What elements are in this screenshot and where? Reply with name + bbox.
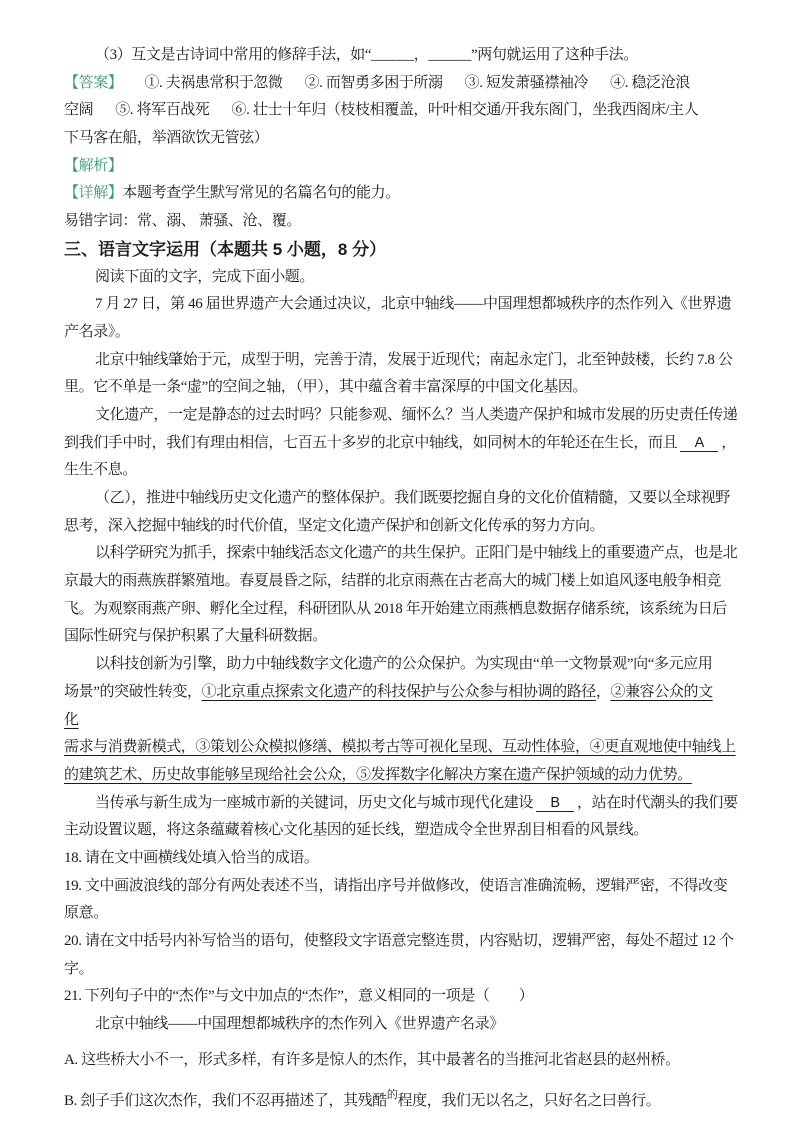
underlined-text: ④更直观地使中轴线上: [589, 739, 736, 756]
text-line: [64, 457, 738, 485]
text-segment: ，: [595, 683, 611, 700]
text-line: [64, 928, 738, 956]
text-line: [64, 762, 738, 790]
text-line: [64, 900, 738, 928]
text-segment: ①. 夫祸患常积于忽微: [144, 74, 283, 91]
underlined-text: ③策划公众模拟修缮、模拟考古等可视化呈现、互动性体验，: [195, 739, 590, 756]
text-segment: ②. 而智勇多困于所溺: [304, 74, 443, 91]
underlined-text: ①北京重点探索文化遗产的科技保护与公众参与相协调的路径: [201, 683, 596, 700]
text-segment: 字。: [64, 960, 94, 977]
text-segment: 文化遗产，一定是静态的过去时吗？只能参观、缅怀么？当人类遗产保护和城市发展的历史责任传递: [95, 406, 738, 423]
text-line: [64, 983, 738, 1011]
text-segment: 程度，我们无以名之，只好名之曰兽行。: [397, 1093, 661, 1110]
text-line: [64, 97, 738, 125]
text-segment: ④. 稳泛沧浪: [610, 74, 690, 91]
text-segment: 京最大的雨燕族群繁殖地。春夏晨昏之际，结群的北京雨燕在古老高大的城门楼上如追风逐电般争相竞: [64, 573, 722, 590]
text-line: [64, 402, 738, 430]
text-segment: 里。它不单是一条“虚”的空间之轴，（甲），其中蕴含着丰富深厚的中国文化基因。: [64, 379, 588, 396]
text-segment: ③. 短发萧骚襟袖冷: [464, 74, 589, 91]
text-line: [64, 1011, 738, 1039]
underlined-text: 化: [64, 711, 79, 728]
option-a: A. 这些桥大小不一，形式多样，有许多是惊人的杰作，其中最著名的当推河北省赵县的赵州桥。: [64, 1051, 680, 1068]
text-line: [64, 485, 738, 513]
question-21: 21. 下列句子中的“杰作”与文中加点的“杰作”，意义相同的一项是（ ）: [64, 988, 534, 1005]
text-line: [64, 540, 738, 568]
text-line: [64, 623, 738, 651]
text-line: [64, 845, 738, 873]
section-title: 三、语言文字运用（本题共 5 小题，8 分）: [64, 239, 387, 259]
text-segment: 以科技创新为引擎，助力中轴线数字文化遗产的公众保护。为实现由“单一文物景观”向“多元应用: [95, 656, 713, 673]
text-line: [64, 153, 738, 181]
detail-marker: 【详解】: [64, 185, 123, 202]
text-line: [64, 180, 738, 208]
analysis-marker: 【解析】: [64, 157, 123, 174]
text-line: [64, 679, 738, 707]
text-segment: 产名录》。: [64, 323, 130, 340]
text-segment: ⑥. 壮士十年归（枝枝相覆盖，叶叶相交通/开我东阁门，坐我西阁床/主人: [231, 102, 699, 119]
text-line: [64, 513, 738, 541]
blank-a: A: [680, 435, 718, 453]
text-line: [64, 319, 738, 347]
text-line: [64, 734, 738, 762]
text-line: [64, 125, 738, 153]
text-line: [64, 70, 738, 98]
text-segment: 空阔: [64, 102, 94, 119]
text-segment: ，站在时代潮头的我们要: [577, 794, 738, 811]
text-line: [64, 430, 738, 458]
text-segment: 阅读下面的文字，完成下面小题。: [95, 268, 315, 285]
text-line: [64, 873, 738, 901]
text-line: [64, 651, 738, 679]
text-segment: 到我们手中时，我们有理由相信，七百五十多岁的北京中轴线，如同树木的年轮还在生长，而且: [64, 434, 678, 451]
text-segment: ，: [721, 434, 736, 451]
text-line: [64, 956, 738, 984]
text-line: [64, 347, 738, 375]
text-line: [64, 596, 738, 624]
text-segment: 当传承与新生成为一座城市新的关键词，历史文化与城市现代化建设: [95, 794, 534, 811]
answer-marker: 【答案】: [64, 74, 123, 91]
option-b: B. 刽子手们这次杰作，我们不忍再描述了，其残酷: [64, 1093, 387, 1110]
text-line: [64, 707, 738, 735]
text-segment: （乙），推进中轴线历史文化遗产的整体保护。我们既要挖掘自身的文化价值精髓，又要以全球视野: [95, 490, 730, 506]
question-20: 20. 请在文中括号内补写恰当的语句，使整段文字语意完整连贯，内容贴切，逻辑严密，每处不超过 12 个: [64, 933, 734, 949]
underlined-text: ②兼容公众的文: [610, 683, 713, 700]
underlined-text: ⑤发挥数字化解决方案在遗产保护领域的动力优势。: [356, 766, 692, 783]
text-segment: 本题考查学生默写常见的名篇名句的能力。: [122, 185, 400, 202]
text-segment: 原意。: [64, 905, 108, 922]
blank-b: B: [536, 795, 574, 813]
underlined-text: 需求与消费新模式，: [64, 739, 196, 756]
text-line: [64, 790, 738, 818]
text-segment: 易错字词：常、溺、 萧骚、沧、覆。: [64, 213, 301, 230]
section-heading-line: [64, 236, 738, 264]
underlined-text: 的建筑艺术、历史故事能够呈现给社会公众，: [64, 766, 357, 783]
text-line: [64, 1082, 738, 1110]
text-segment: 下马客在船，举酒欲饮无管弦）: [64, 130, 269, 147]
text-segment: 北京中轴线肇始于元，成型于明，完善于清，发展于近现代；南起永定门，北至钟鼓楼，长约 7.8 公: [95, 351, 733, 368]
text-segment: 飞。为观察雨燕产卵、孵化全过程，科研团队从 2018 年开始建立雨燕栖息数据存储系统，该系统为日后: [64, 600, 727, 617]
text-line: [64, 208, 738, 236]
text-line: [64, 1047, 738, 1075]
text-line: [64, 291, 738, 319]
text-line: [64, 568, 738, 596]
text-line: [64, 374, 738, 402]
text-segment: 北京中轴线——中国理想都城秩序的杰作列入《世界遗产名录》: [95, 1016, 504, 1033]
text-segment: 场景”的突破性转变，: [64, 683, 202, 700]
text-segment: 生生不息。: [64, 462, 138, 479]
question-18: 18. 请在文中画横线处填入恰当的成语。: [64, 849, 319, 866]
text-segment: 以科学研究为抓手，探索中轴线活态文化遗产的共生保护。正阳门是中轴线上的重要遗产点，也是北: [95, 545, 738, 562]
text-segment: 7 月 27 日，第 46 届世界遗产大会通过决议，北京中轴线——中国理想都城秩序的杰作列入《世界遗: [95, 296, 732, 313]
text-segment: ⑤. 将军百战死: [115, 102, 210, 119]
text-segment: 的: [386, 1089, 398, 1102]
text-segment: （3）互文是古诗词中常用的修辞手法，如“______，______”两句就运用了这种手法。: [95, 47, 638, 63]
text-segment: 思考，深入挖掘中轴线的时代价值，坚定文化遗产保护和创新文化传承的努力方向。: [64, 517, 605, 534]
text-segment: 主动设置议题，将这条蕴藏着核心文化基因的延长线，塑造成令全世界刮目相看的风景线。: [64, 822, 649, 839]
text-line: [64, 264, 738, 292]
question-19: 19. 文中画波浪线的部分有两处表述不当，请指出序号并做修改，使语言准确流畅，逻辑严密，不得改变: [64, 877, 728, 894]
text-line: [64, 817, 738, 845]
text-segment: 国际性研究与保护积累了大量科研数据。: [64, 628, 327, 645]
text-line: [64, 42, 738, 70]
